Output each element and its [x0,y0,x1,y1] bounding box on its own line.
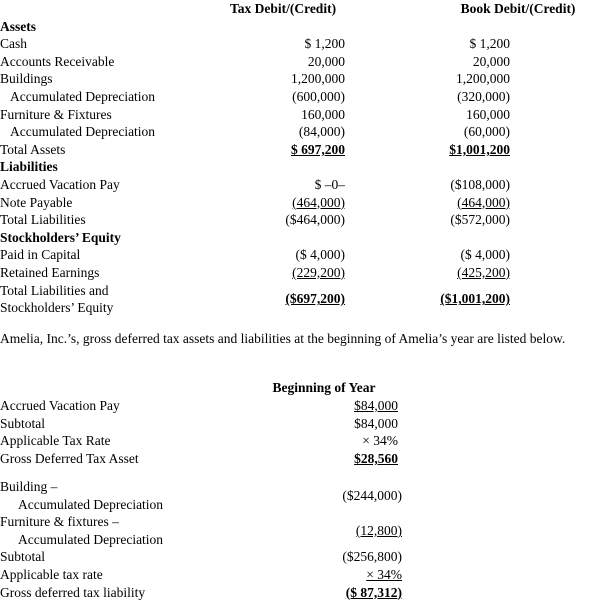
row-value: $28,560 [354,450,398,466]
table-row [0,211,600,229]
grand-total-label-line1: Total Liabilities and [0,282,109,298]
table-row [0,246,600,264]
row-value-book: 1,200,000 [456,71,510,87]
row-label: Total Assets [0,141,66,157]
deferred-tax-liability-table [0,478,600,601]
row-value-book: (320,000) [457,88,510,104]
section-title-liabilities: Liabilities [0,159,58,175]
row-value-book: ($572,000) [450,212,510,228]
table-row [0,432,600,450]
row-label: Applicable Tax Rate [0,433,111,449]
section-title-equity: Stockholders’ Equity [0,229,121,245]
section-title-assets: Assets [0,18,36,34]
row-value: × 34% [362,433,398,449]
row-label: Buildings [0,71,53,87]
header-tax-col: Tax Debit/(Credit) [229,1,337,16]
table-row [0,566,600,584]
row-label: Total Liabilities [0,212,86,228]
row-value-tax: ($464,000) [285,212,345,228]
row-value: ($244,000) [342,487,402,503]
row-value-book: ($108,000) [450,176,510,192]
table-row-furniture-line1 [0,513,600,531]
row-label: Furniture & Fixtures [0,106,112,122]
row-label: Subtotal [0,549,46,565]
row-label-line1: Building – [0,479,58,494]
row-value-tax: (84,000) [298,124,345,140]
table-row [0,450,600,468]
row-label: Accumulated Depreciation [10,124,156,140]
grand-total-value-tax: ($697,200) [285,291,345,307]
table-row [0,123,600,141]
row-label: Note Payable [0,194,73,210]
row-value: ($256,800) [342,549,402,565]
beginning-of-year-table [0,378,600,467]
table-row [0,397,600,415]
row-value-tax: 1,200,000 [291,71,345,87]
table-row [0,548,600,566]
row-value-tax: 20,000 [307,53,345,69]
begin-year-header: Beginning of Year [272,380,376,395]
header-book-col: Book Debit/(Credit) [460,1,576,16]
row-value-tax: (464,000) [292,194,345,210]
row-label: Paid in Capital [0,247,81,263]
table-row [0,88,600,106]
row-value-book: $1,001,200 [449,141,510,157]
row-label: Gross deferred tax liability [0,584,146,600]
table-row [0,70,600,88]
table-row-total-assets [0,141,600,159]
row-label-line2: Accumulated Depreciation [18,531,164,547]
table-row [0,106,600,124]
row-value: $84,000 [354,398,398,413]
header-label-col [0,0,218,18]
row-value-book: 160,000 [466,106,510,122]
row-value-book: (425,200) [457,264,510,280]
row-value-tax: $ –0– [314,176,345,192]
table-row-building-line1 [0,478,600,496]
row-value-book: 20,000 [472,53,510,69]
begin-year-header-row [0,378,600,397]
row-label: Accounts Receivable [0,53,115,69]
grand-total-row-line1 [0,282,600,300]
row-label-line1: Furniture & fixtures – [0,514,119,530]
intro-paragraph: Amelia, Inc.’s, gross deferred tax assets and liabilities at the beginning of Amelia’s year are listed below. [0,331,566,346]
row-label: Subtotal [0,415,46,431]
row-value-tax: 160,000 [301,106,345,122]
row-label: Accrued Vacation Pay [0,398,120,413]
row-value-tax: $ 1,200 [304,36,345,52]
row-value-book: (464,000) [457,194,510,210]
row-value-book: (60,000) [463,124,510,140]
grand-total-label-line2: Stockholders’ Equity [0,300,114,316]
table-row [0,176,600,194]
row-value: ($ 87,312) [345,584,402,600]
table-row [0,35,600,53]
row-value-tax: (600,000) [292,88,345,104]
section-title-row-equity [0,229,600,247]
balance-sheet-header-row [0,0,600,18]
row-label: Accumulated Depreciation [10,88,156,104]
row-label: Cash [0,36,27,52]
section-title-row-liabilities [0,158,600,176]
table-row [0,264,600,282]
row-value-tax: (229,200) [292,264,345,280]
section-title-row-assets [0,18,600,36]
table-row [0,415,600,433]
row-value: $84,000 [354,415,398,431]
row-label: Retained Earnings [0,264,100,280]
row-label: Applicable tax rate [0,566,103,582]
table-row [0,584,600,602]
row-value-book: ($ 4,000) [460,247,510,263]
table-row [0,53,600,71]
row-value: (12,800) [355,522,402,538]
row-label: Gross Deferred Tax Asset [0,450,139,466]
row-value-tax: ($ 4,000) [295,247,345,263]
row-value: × 34% [366,566,402,582]
row-label: Accrued Vacation Pay [0,176,120,192]
row-label-line2: Accumulated Depreciation [18,496,164,512]
table-row [0,194,600,212]
header-gap [348,0,436,18]
row-value-tax: $ 697,200 [291,141,345,157]
grand-total-value-book: ($1,001,200) [440,291,510,307]
row-value-book: $ 1,200 [469,36,510,52]
